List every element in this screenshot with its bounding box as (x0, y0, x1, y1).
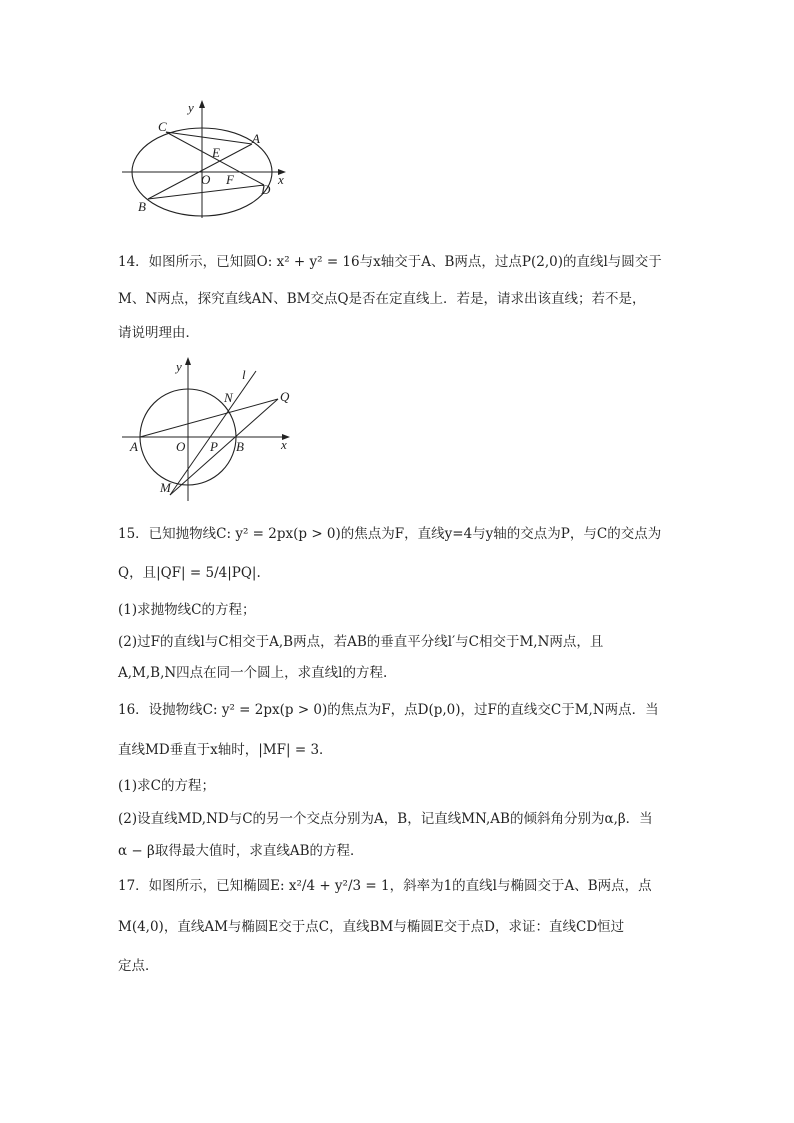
label-E: E (212, 145, 220, 160)
label-D: D (261, 182, 271, 197)
label-F: F (226, 172, 234, 187)
p17-line1: 17．如图所示，已知椭圆E: x²/4 + y²/3 = 1，斜率为1的直线l与椭圆交于A、B两点，点 (118, 878, 652, 894)
p17-line3: 定点． (118, 958, 159, 974)
p17-line2: M(4,0)，直线AM与椭圆E交于点C，直线BM与椭圆E交于点D，求证：直线CD恒过 (118, 919, 625, 935)
p14-line1: 14．如图所示，已知圆O: x² + y² = 16与x轴交于A、B两点，过点P(2,0)的直线l与圆交于 (118, 254, 662, 270)
label-B: B (236, 439, 244, 454)
circle-figure (118, 355, 303, 505)
p15-q2a: (2)过F的直线l与C相交于A,B两点，若AB的垂直平分线l′与C相交于M,N两点，且 (118, 634, 604, 650)
label-x: x (278, 172, 284, 187)
label-C: C (158, 119, 167, 134)
label-l: l (242, 367, 246, 382)
p16-q1: (1)求C的方程； (118, 778, 215, 794)
p16-line2: 直线MD垂直于x轴时，|MF| = 3． (118, 742, 333, 758)
label-B: B (138, 199, 146, 214)
label-x: x (281, 437, 287, 452)
p16-line1: 16．设抛物线C: y² = 2px(p > 0)的焦点为F，点D(p,0)，过F的直线交C于M,N两点．当 (118, 702, 659, 718)
label-y: y (176, 359, 182, 374)
label-M: M (160, 480, 171, 495)
label-P: P (210, 439, 218, 454)
ellipse-figure (118, 98, 298, 223)
p16-q2a: (2)设直线MD,ND与C的另一个交点分别为A，B，记直线MN,AB的倾斜角分别为α,β．当 (118, 811, 653, 827)
label-O: O (201, 172, 211, 187)
p15-q1: (1)求抛物线C的方程； (118, 602, 256, 618)
p15-line1: 15．已知抛物线C: y² = 2px(p > 0)的焦点为F，直线y=4与y轴的交点为P，与C的交点为 (118, 526, 662, 542)
label-A: A (252, 131, 260, 146)
p14-line3: 请说明理由． (118, 325, 199, 341)
label-N: N (224, 390, 233, 405)
label-A: A (130, 439, 138, 454)
label-O: O (176, 439, 186, 454)
p16-q2b: α − β取得最大值时，求直线AB的方程． (118, 843, 364, 859)
p14-line2: M、N两点，探究直线AN、BM交点Q是否在定直线上．若是，请求出该直线；若不是， (118, 291, 646, 307)
label-y: y (188, 100, 194, 115)
label-Q: Q (280, 389, 290, 404)
p15-q2b: A,M,B,N四点在同一个圆上，求直线l的方程. (118, 665, 388, 681)
p15-line2: Q，且|QF| = 5/4|PQ|. (118, 565, 261, 581)
